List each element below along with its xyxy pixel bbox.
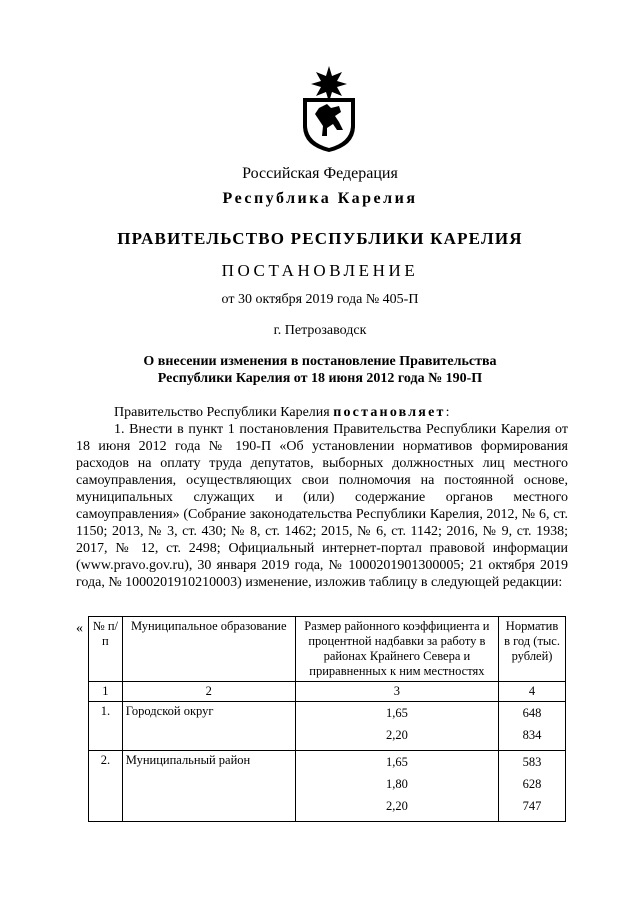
document-type: ПОСТАНОВЛЕНИЕ [221,261,419,280]
federation-heading: Российская Федерация [242,165,398,182]
row-num: 2. [89,751,123,822]
row-norms [499,751,566,822]
row-coefficients [295,751,498,822]
decree-body [76,404,568,591]
coat-of-arms-icon [297,64,361,154]
index-cell: 2 [122,682,295,702]
coefficient-value: 1,80 [385,777,408,791]
header-coefficient: Размер районного коэффициента и процентной надбавки за работу в районах Крайнего Севера и приравненных к ним местностях [295,617,498,682]
decree-title-line-2: Республики Карелия от 18 июня 2012 года № 190-П [157,371,483,386]
coefficient-value: 1,65 [385,755,408,769]
row-norms [499,702,566,751]
intro-verb: постановляет [333,405,446,420]
city: г. Петрозаводск [273,323,367,338]
norm-value: 583 [522,755,542,769]
table-row [89,751,566,822]
index-cell: 4 [499,682,566,702]
paragraph-1: 1. Внести в пункт 1 постановления Правительства Республики Карелия от 18 июня 2012 года № 190-П «Об установлении нормативов формирования расходов на оплату труда депутатов, выборных должностных лиц местного самоуправления, осуществляющих свои полномочия на постоянной основе, муниципальных служащих и (или) содержание органов местного самоуправления» (Собрание законодательства Республики Карелия, 2012, № 6, ст. 1150; 2013, № 3, ст. 430; № 8, ст. 1462; 2015, № 6, ст. 1142; 2016, № 9, ст. 1938; 2017, № 12, ст. 2498; Официальный интернет-портал правовой информации (www.pravo.gov.ru), 30 января 2019 года, № 1000201901300005; 21 октября 2019 года, № 1000201910210003) изменение, изложив таблицу в следующей редакции: [76,422,568,590]
decree-title-line-1: О внесении изменения в постановление Правительства [143,354,497,369]
header-num: № п/п [89,617,123,682]
opening-quote: « [76,621,83,636]
table-row [89,702,566,751]
norm-value: 648 [522,706,542,720]
coefficient-value: 2,20 [385,728,408,742]
norm-value: 834 [522,728,542,742]
row-municipality: Городской округ [122,702,295,751]
coefficient-value: 2,20 [385,799,408,813]
coefficient-value: 1,65 [385,706,408,720]
decree-date: от 30 октября 2019 года № 405-П [221,292,419,307]
header-municipality: Муниципальное образование [122,617,295,682]
norms-table [88,616,566,822]
header-norm: Норматив в год (тыс. рублей) [499,617,566,682]
row-coefficients [295,702,498,751]
index-cell: 3 [295,682,498,702]
intro-suffix: : [445,405,450,420]
republic-heading: Республика Карелия [222,190,418,207]
intro-paragraph [76,404,568,421]
index-cell: 1 [89,682,123,702]
intro-prefix: Правительство Республики Карелия [114,405,330,420]
row-municipality: Муниципальный район [122,751,295,822]
norm-value: 747 [522,799,542,813]
row-num: 1. [89,702,123,751]
decree-title [0,353,640,387]
norm-value: 628 [522,777,542,791]
government-heading: ПРАВИТЕЛЬСТВО РЕСПУБЛИКИ КАРЕЛИЯ [117,229,523,248]
table-index-row [89,682,566,702]
table-header-row [89,617,566,682]
